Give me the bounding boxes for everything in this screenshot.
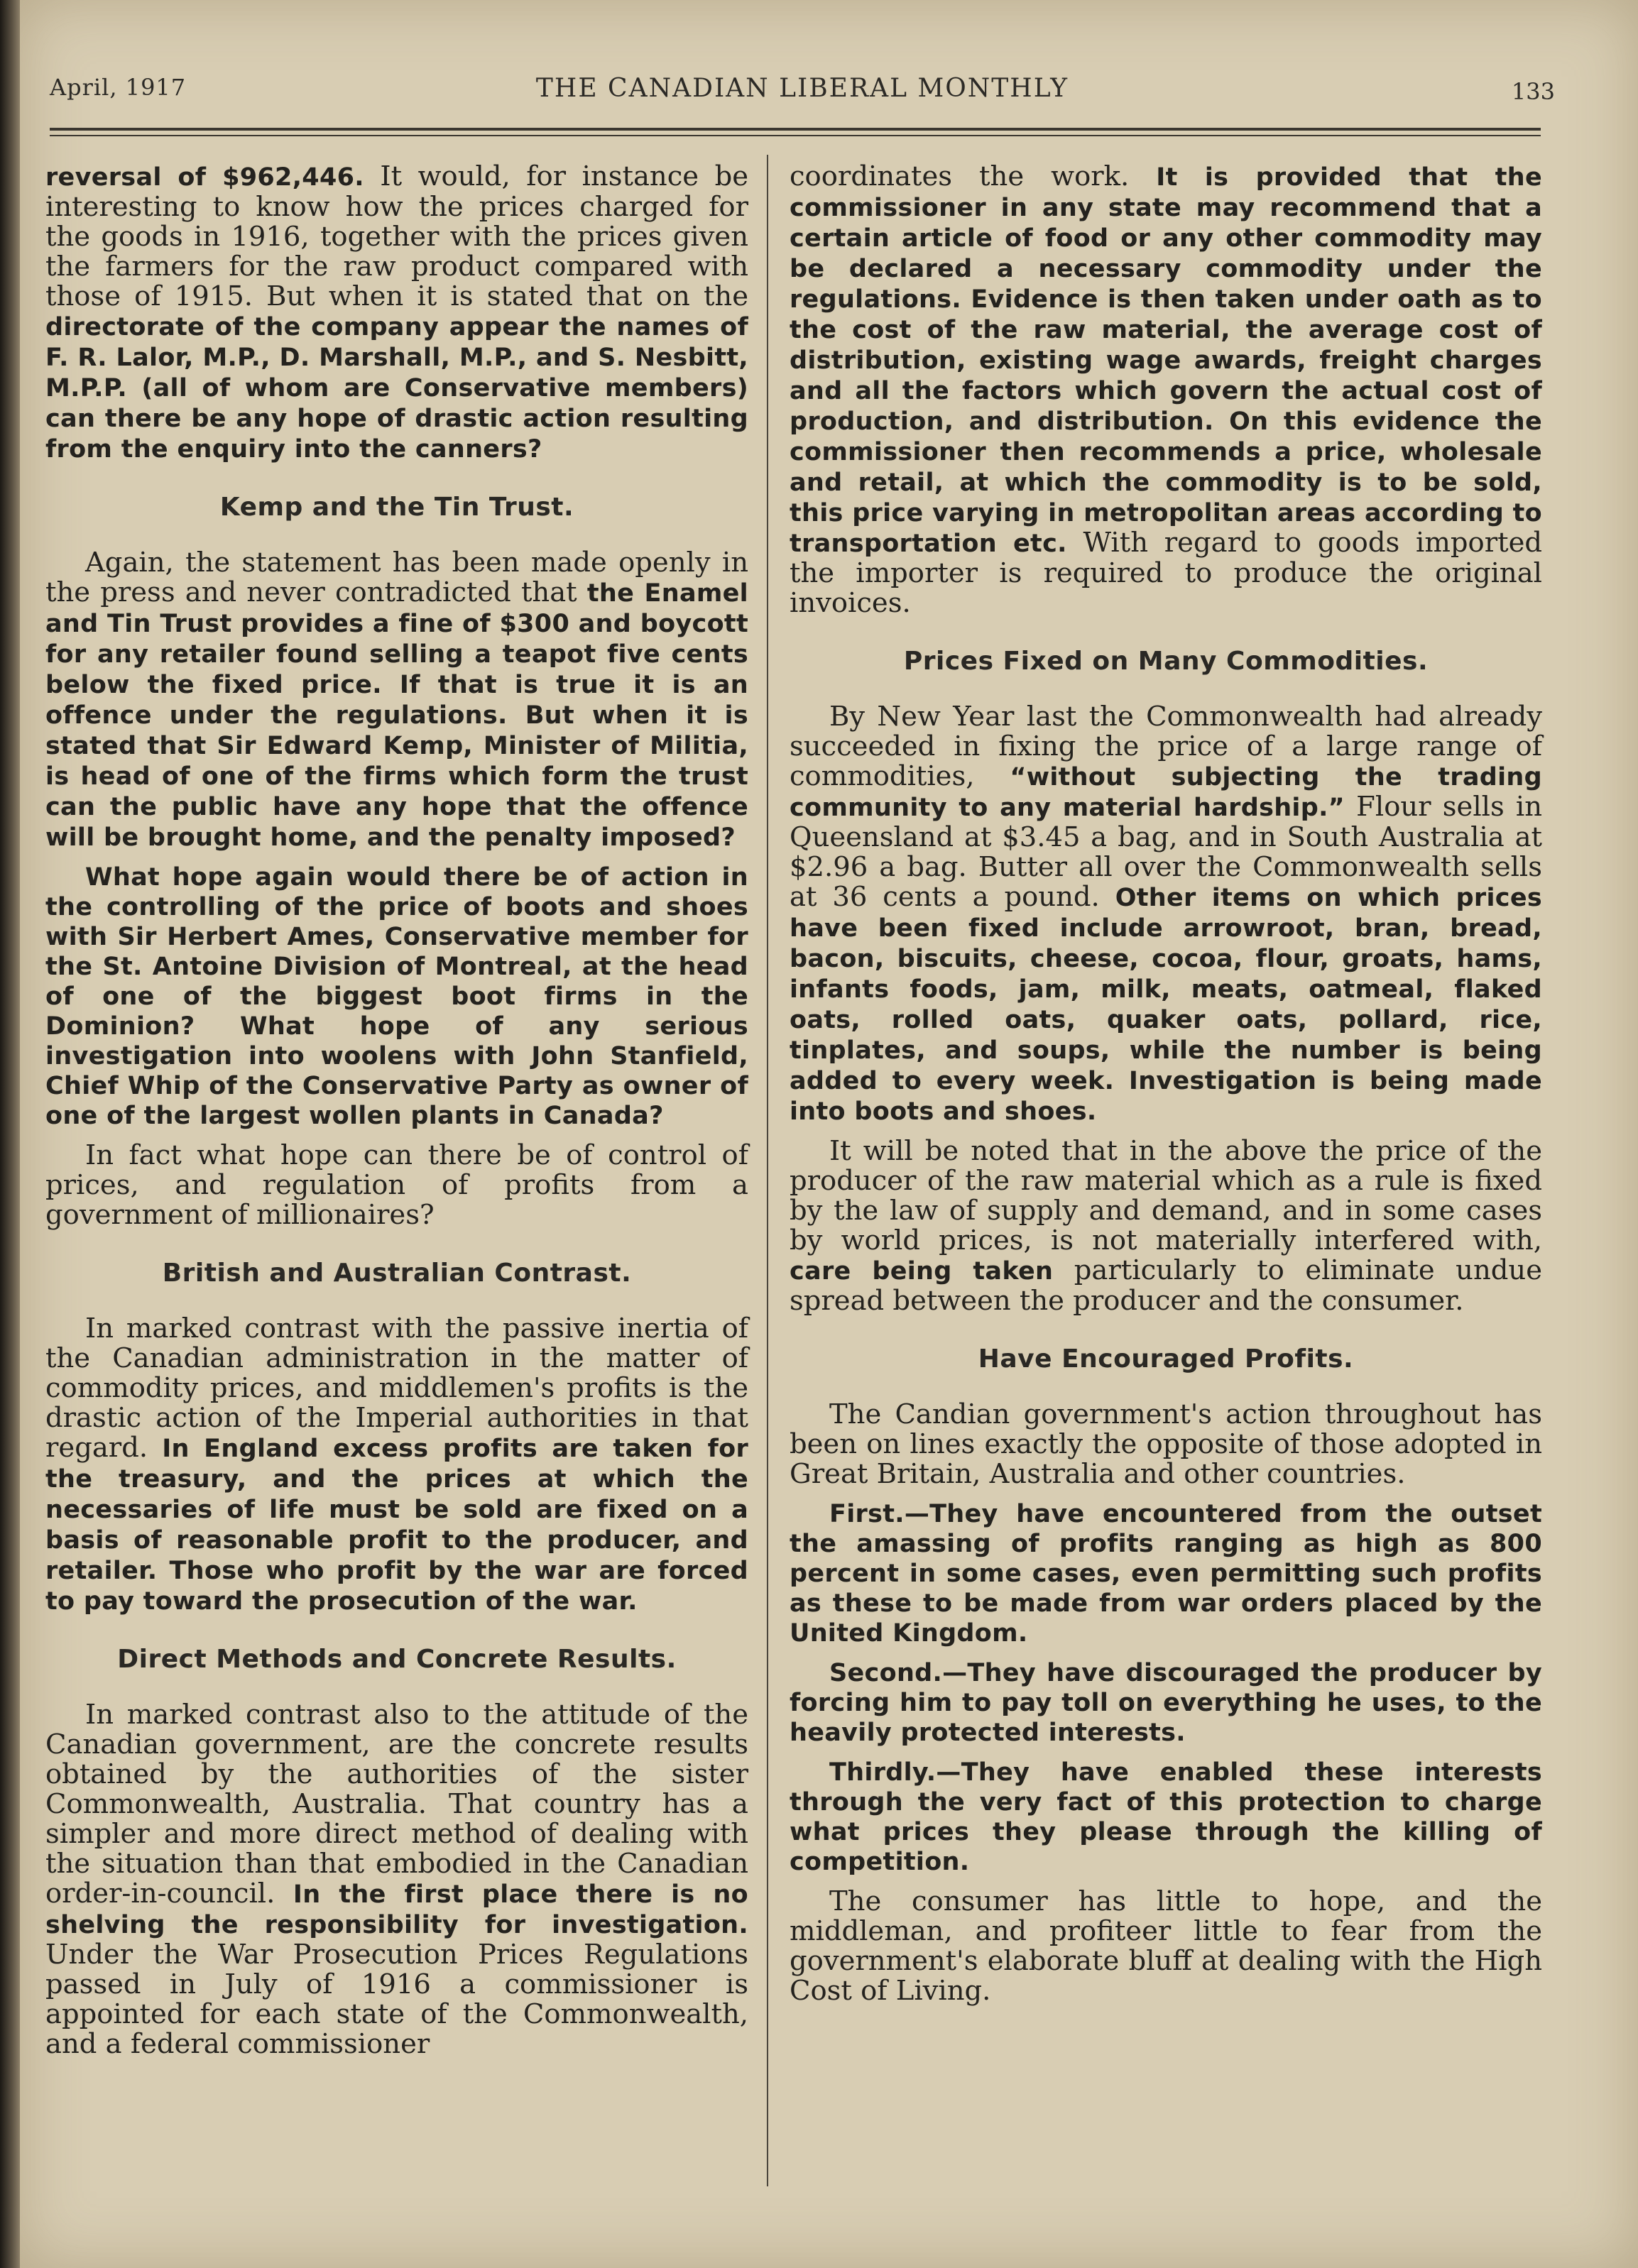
body-text: coordinates the work. bbox=[790, 160, 1157, 192]
paragraph: The consumer has little to hope, and the middleman, and profiteer little to fear from the government's elaborate bluff at dealing with the High Cost of Living. bbox=[790, 1885, 1542, 2007]
header-rule bbox=[50, 128, 1541, 131]
body-text: Under the War Prosecution Prices Regulations passed in July of 1916 a commissioner is appointed for each state of the Commonwealth, and a federal commissioner bbox=[45, 1939, 748, 2060]
book-binding-edge bbox=[0, 0, 20, 2268]
body-text: In marked contrast with the passive inertia of the Canadian administration in the matter of commodity prices, and middlemen's profits is the drastic action of the Imperial authorities in that regard. bbox=[45, 1313, 748, 1464]
paragraph: The Candian government's action throughout has been on lines exactly the opposite of those adopted in Great Britain, Australia and other countries. bbox=[790, 1398, 1542, 1490]
right-column bbox=[790, 162, 1542, 2016]
paragraph: In fact what hope can there be of control of prices, and regulation of profits from a government of millionaires? bbox=[45, 1139, 748, 1231]
paragraph bbox=[45, 1314, 748, 1616]
bold-text: reversal of $962,446. bbox=[45, 163, 364, 192]
issue-date: April, 1917 bbox=[50, 74, 187, 101]
page-number: 133 bbox=[1511, 78, 1555, 105]
bold-text: care being taken bbox=[790, 1257, 1054, 1286]
bold-text: Other items on which prices have been fixed include arrowroot, bran, bread, bacon, biscuits, cheese, cocoa, flour, groats, hams, infants foods, jam, milk, meats, oatmeal, flaked oats, rolled oats, quaker oats, pollard, rice, tinplates, and soups, while the number is being added to every week. Investigation is being made into boots and shoes. bbox=[790, 884, 1542, 1126]
body-text: Flour sells in Queensland at $3.45 a bag, and in South Australia at $2.96 a bag. Butter all over the Commonwealth sells at 36 cents a pound. bbox=[790, 791, 1543, 913]
bold-text: In England excess profits are taken for the treasury, and the prices at which the necessaries of life must be sold are fixed on a basis of reasonable profit to the producer, and retailer. Those who profit by the war are forced to pay toward the prosecution of the war. bbox=[45, 1435, 749, 1616]
section-heading: Prices Fixed on Many Commodities. bbox=[903, 647, 1429, 676]
bold-text: It is provided that the commissioner in any state may recommend that a certain article of food or any other commodity may be declared a necessary commodity under the regulations. Evidence is then taken under oath as to the cost of the raw material, the average cost of distribution, existing wage awards, freight charges and all the factors which govern the actual cost of production, and distribution. On this evidence the commissioner then recommends a price, wholesale and retail, at which the commodity is to be sold, this price varying in metropolitan areas according to transportation etc. bbox=[790, 163, 1543, 558]
paragraph: What hope again would there be of action in the controlling of the price of boots and shoes with Sir Herbert Ames, Conservative member for the St. Antoine Division of Montreal, at the head of one of the biggest boot firms in the Dominion? What hope of any serious investigation into woolens with John Stanfield, Chief Whip of the Conservative Party as owner of one of the largest wollen plants in Canada? bbox=[45, 863, 748, 1130]
section-heading: Kemp and the Tin Trust. bbox=[219, 493, 574, 522]
bold-text: In the first place there is no shelving the responsibility for investigation. bbox=[45, 1880, 748, 1939]
body-text: Again, the statement has been made openly in the press and never contradicted that bbox=[45, 547, 748, 608]
body-text: With regard to goods imported the importer is required to produce the original invoices. bbox=[790, 527, 1542, 619]
paragraph: First.—They have encountered from the outset the amassing of profits ranging as high as 800 percent in some cases, even permitting such profits as these to be made from war orders placed by the United Kingdom. bbox=[790, 1500, 1542, 1648]
page-header bbox=[50, 74, 1555, 116]
paragraph: Thirdly.—They have enabled these interests through the very fact of this protection to charge what prices they please through the killing of competition. bbox=[790, 1758, 1542, 1876]
bold-text: “without subjecting the trading community to any material hardship.” bbox=[790, 763, 1542, 822]
paragraph bbox=[45, 162, 748, 464]
paragraph bbox=[790, 702, 1542, 1127]
publication-title: THE CANADIAN LIBERAL MONTHLY bbox=[535, 74, 1069, 103]
paragraph bbox=[790, 1136, 1542, 1316]
left-column bbox=[45, 162, 748, 2069]
magazine-page bbox=[20, 0, 1638, 2268]
section-heading: Have Encouraged Profits. bbox=[978, 1344, 1354, 1374]
paragraph bbox=[790, 162, 1542, 618]
column-divider bbox=[767, 155, 768, 2186]
header-rule-thin bbox=[50, 135, 1541, 136]
paragraph bbox=[45, 1700, 748, 2059]
section-heading: Direct Methods and Concrete Results. bbox=[117, 1645, 677, 1674]
body-text: In marked contrast also to the attitude of the Canadian government, are the concrete results obtained by the authorities of the sister Commonwealth, Australia. That country has a simpler and more direct method of dealing with the situation than that embodied in the Canadian order-in-council. bbox=[45, 1699, 748, 1910]
section-heading: British and Australian Contrast. bbox=[162, 1259, 632, 1288]
body-text: particularly to eliminate undue spread between the producer and the consumer. bbox=[790, 1254, 1542, 1317]
paragraph bbox=[45, 548, 748, 853]
body-text: By New Year last the Commonwealth had already succeeded in fixing the price of a large range of commodities, bbox=[790, 701, 1542, 792]
paragraph: Second.—They have discouraged the producer by forcing him to pay toll on everything he uses, to the heavily protected interests. bbox=[790, 1659, 1542, 1747]
bold-text: the Enamel and Tin Trust provides a fine of $300 and boycott for any retailer found selling a teapot five cents below the fixed price. If that is true it is an offence under the regulations. But when it is stated that Sir Edward Kemp, Minister of Militia, is head of one of the firms which form the trust can the public have any hope that the offence will be brought home, and the penalty imposed? bbox=[45, 579, 748, 852]
body-text: It will be noted that in the above the price of the producer of the raw material which as a rule is fixed by the law of supply and demand, and in some cases by world prices, is not materially interfered with, bbox=[790, 1135, 1542, 1256]
bold-text: directorate of the company appear the names of F. R. Lalor, M.P., D. Marshall, M.P., and S. Nesbitt, M.P.P. (all of whom are Conservative members) can there be any hope of drastic action resulting from the enquiry into the canners? bbox=[45, 313, 748, 464]
body-text: It would, for instance be interesting to know how the prices charged for the goods in 1916, together with the prices given the farmers for the raw product compared with those of 1915. But when it is stated that on the bbox=[45, 160, 749, 312]
